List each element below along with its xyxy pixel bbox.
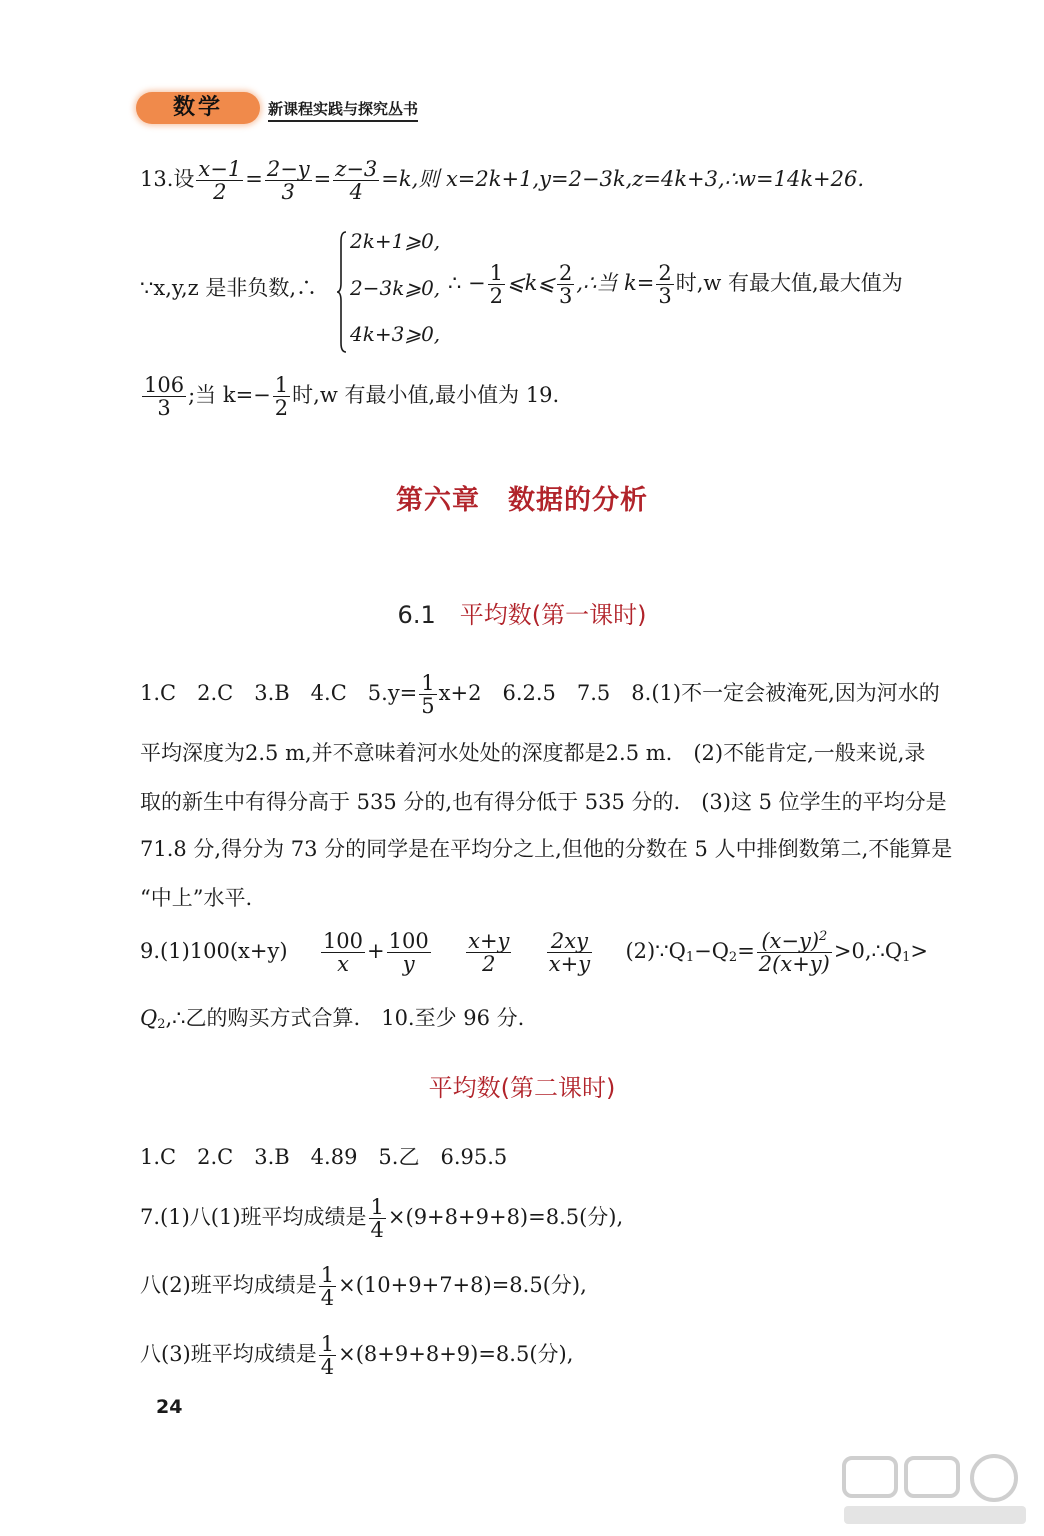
section-title (0, 595, 1044, 630)
s1-line-4: 71.8 分,得分为 73 分的同学是在平均分之上,但他的分数在 5 人中排倒数第二,不能算是 (140, 837, 953, 861)
subject-badge: 数学 (136, 92, 260, 124)
page-number: 24 (156, 1396, 183, 1418)
s1-line-2: 平均深度为2.5 m,并不意味着河水处处的深度都是2.5 m. (2)不能肯定,一般来说,录 (140, 741, 926, 765)
series-title: 新课程实践与探究丛书 (268, 98, 418, 122)
s1-line-3: 取的新生中有得分高于 535 分的,也有得分低于 535 分的. (3)这 5 位学生的平均分是 (140, 790, 947, 814)
system-brace (337, 231, 347, 353)
s1-line-1: 1.C 2.C 3.B 4.C 5.y= $\frac{1}{5}$ x+2 6.2.5 7.5 8.(1)不一定会被淹死,因为河水的 (140, 671, 940, 719)
q13-line-1: 13.设 $\frac{x-1}{2}$ = $\frac{2-y}{3}$ = $\frac{z-3}{4}$ =k,则 x=2k+1,y=2−3k,z=4k+3,∴w=14k+26. (140, 157, 865, 205)
s1-line-5: “中上”水平. (140, 886, 253, 910)
q13-line-final: $\frac{106}{3}$ ;当 k=− $\frac{1}{2}$ 时,w 有最小值,最小值为 19. (144, 373, 560, 421)
chapter-title: 第六章 数据的分析 (396, 485, 648, 516)
s2-line-1: 1.C 2.C 3.B 4.89 5.乙 6.95.5 (140, 1145, 508, 1169)
q9-line-1: 9.(1)100(x+y) $\frac{100}{x}$ + $\frac{100}{y}$ $\frac{x+y}{2}$ $\frac{2xy}{x+y}$ $(2)\because Q_1-Q_2=$ $\frac{(x-y)^2}{2(x+y)}$ $>0,\therefore Q_1>$ (140, 929, 928, 977)
s2-line-4: 八(3)班平均成绩是 $\frac{1}{4}$ ×(8+9+8+9)=8.5(分), (140, 1332, 574, 1380)
q9-line-2: $Q_2,\therefore$乙的购买方式合算. 10.至少 96 分. (140, 1006, 525, 1032)
system-eq-3: 4k+3⩾0, (350, 322, 441, 346)
s2-line-2: 7.(1)八(1)班平均成绩是 $\frac{1}{4}$ ×(9+8+9+8)=8.5(分), (140, 1195, 624, 1243)
section-name: 平均数(第一课时) (459, 601, 647, 629)
section-number: 6.1 (397, 601, 436, 629)
watermark-logo (840, 1452, 1030, 1528)
q13-condition-result: ∴ − $\frac{1}{2}$ ⩽k⩽ $\frac{2}{3}$ ,∴当 k= $\frac{2}{3}$ 时,w 有最大值,最大值为 (448, 261, 903, 309)
subsection-title: 平均数(第二课时) (428, 1074, 616, 1102)
system-eq-1: 2k+1⩾0, (350, 229, 441, 253)
system-eq-2: 2−3k⩾0, (350, 276, 441, 300)
q13-condition-prefix: ∵x,y,z 是非负数,∴ (140, 276, 318, 300)
s2-line-3: 八(2)班平均成绩是 $\frac{1}{4}$ ×(10+9+7+8)=8.5(分), (140, 1263, 587, 1311)
